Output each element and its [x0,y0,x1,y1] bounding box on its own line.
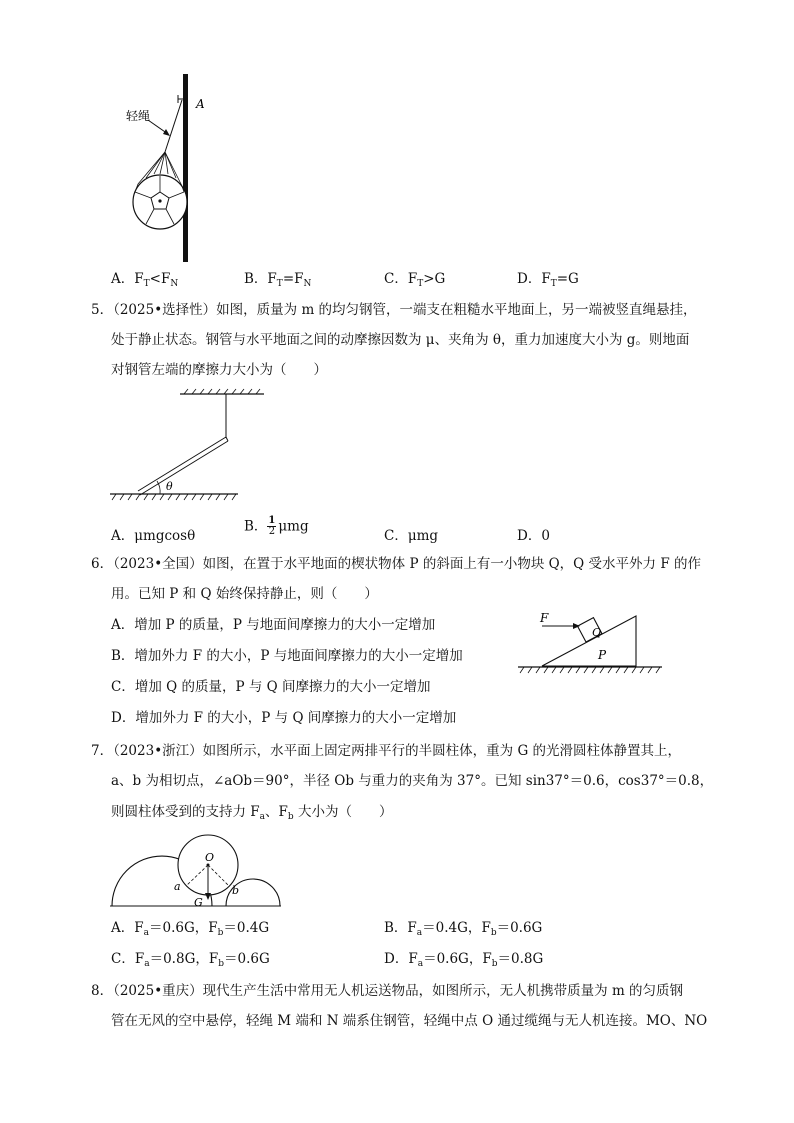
q8-line-2: 管在无风的空中悬停，轻绳 M 端和 N 端系住钢管，轻绳中点 O 通过缆绳与无人机连接。MO、NO [111,1013,708,1029]
q4-figure [108,74,218,264]
q7-line-1: 7．（2023•浙江）如图所示，水平面上固定两排平行的半圆柱体，重为 G 的光滑圆柱体静置其上， [91,743,682,759]
q5-option-a[interactable]: A．μmgcosθ [111,528,196,544]
q5-line-3: 对钢管左端的摩擦力大小为（ ） [111,362,327,378]
q5-line-1: 5．（2025•选择性）如图，质量为 m 的均匀钢管，一端支在粗糙水平地面上，另一端被竖直绳悬挂， [91,302,697,318]
q4-option-a[interactable]: A．$F_T<F_N$ [111,271,179,289]
q6-line-1: 6．（2023•全国）如图，在置于水平地面的楔状物体 P 的斜面上有一小物块 Q，Q 受水平外力 F 的作 [91,556,701,572]
q5-option-c[interactable]: C．μmg [384,528,439,544]
q6-line-2: 用。已知 P 和 Q 始终保持静止，则（ ） [111,586,378,602]
q5-figure [108,388,268,503]
q7-option-d[interactable]: D．$F_a=0.6G$，$F_b=0.8G$ [384,951,544,969]
q6-option-d[interactable]: D．增加外力 F 的大小，P 与 Q 间摩擦力的大小一定增加 [111,710,457,726]
q6-block-label: Q [592,626,602,639]
q7-option-c[interactable]: C．$F_a=0.8G$，$F_b=0.6G$ [111,951,270,969]
q5-angle-label: θ [166,480,173,493]
q4-option-b[interactable]: B．$F_T=F_N$ [244,271,312,289]
q6-wedge-label: P [598,648,607,662]
fraction-numerator: 1 [268,515,276,526]
q5-line-2: 处于静止状态。钢管与水平地面之间的动摩擦因数为 μ、夹角为 θ，重力加速度大小为 g。则地面 [111,332,690,348]
q4-option-d[interactable]: D．$F_T=G$ [517,271,579,289]
q7-option-a[interactable]: A．$F_a=0.6G$，$F_b=0.4G$ [111,920,270,938]
q7-option-b[interactable]: B．$F_a=0.4G$，$F_b=0.6G$ [384,920,543,938]
q4-rope-label: 轻绳 [126,109,151,123]
q7-figure [108,828,283,910]
q6-option-a[interactable]: A．增加 P 的质量，P 与地面间摩擦力的大小一定增加 [111,617,436,633]
q4-point-label: A [196,97,205,111]
q7-b-label: b [232,884,240,897]
q6-force-label: F [540,611,549,625]
q6-option-c[interactable]: C．增加 Q 的质量，P 与 Q 间摩擦力的大小一定增加 [111,679,431,695]
q5-option-d[interactable]: D．0 [517,528,550,544]
q7-line-2: a、b 为相切点，∠aOb＝90°，半径 Ob 与重力的夹角为 37°。已知 sin37°＝0.6，cos37°＝0.8， [111,773,714,789]
q7-a-label: a [174,880,181,893]
q7-g-label: G [194,896,203,909]
q4-option-c[interactable]: C．$F_T>G$ [384,271,446,289]
q7-line-3: 则圆柱体受到的支持力 $F_a$、$F_b$ 大小为（ ） [111,804,393,822]
q6-figure [516,610,666,680]
fraction-denominator: 2 [268,526,276,537]
q6-option-b[interactable]: B．增加外力 F 的大小，P 与地面间摩擦力的大小一定增加 [111,648,463,664]
q5-option-b[interactable]: B． $\frac{1}{2}$ μmg [244,515,309,537]
q8-line-1: 8．（2025•重庆）现代生产生活中常用无人机运送物品，如图所示，无人机携带质量为 m 的匀质钢 [91,983,684,999]
q7-center-label: O [205,851,215,864]
